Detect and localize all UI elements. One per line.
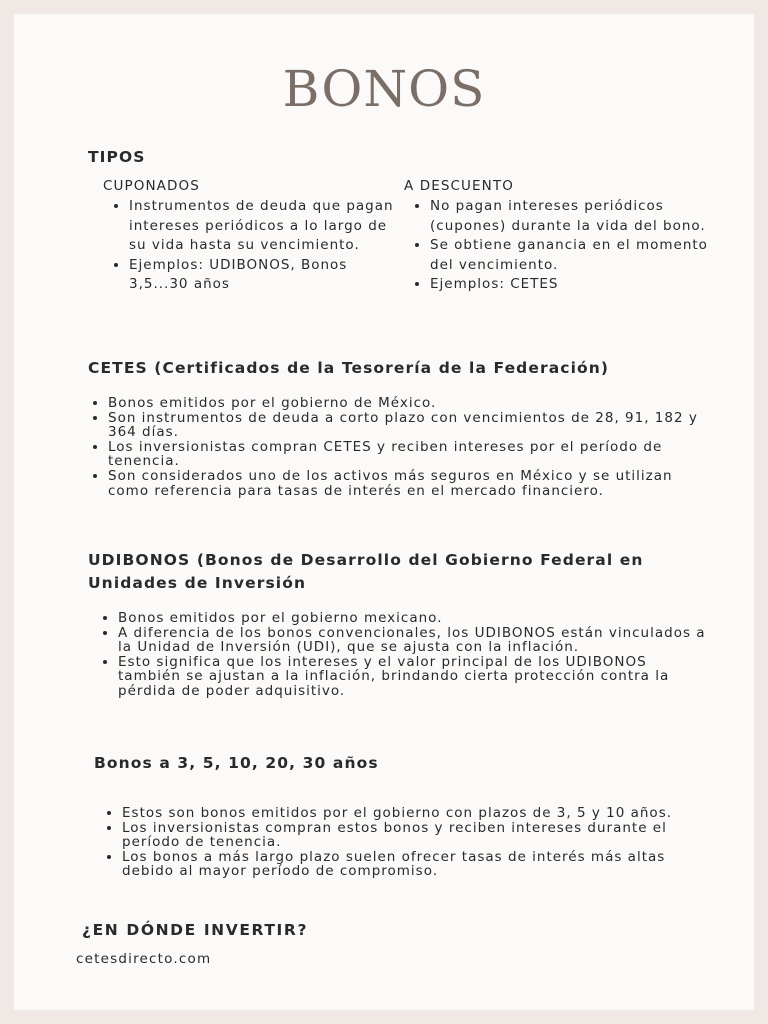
cetes-heading: CETES (Certificados de la Tesorería de la Federación): [88, 359, 610, 377]
list-item: • Ejemplos: UDIBONOS, Bonos 3,5...30 años: [129, 256, 394, 295]
list-item: • Los bonos a más largo plazo suelen ofrecer tasas de interés más altas debido al mayor período de compromiso.: [122, 850, 712, 879]
cetesdirecto-link[interactable]: cetesdirecto.com: [76, 951, 212, 967]
donde-invertir-heading: ¿EN DÓNDE INVERTIR?: [82, 921, 309, 939]
list-item: • Bonos emitidos por el gobierno de México.: [108, 396, 708, 411]
list-item: • Son instrumentos de deuda a corto plazo con vencimientos de 28, 91, 182 y 364 días.: [108, 411, 708, 440]
list-item: • A diferencia de los bonos convencionales, los UDIBONOS están vinculados a la Unidad de Inversión (UDI), que se ajusta con la inflación.: [118, 626, 708, 655]
list-item: • Instrumentos de deuda que pagan intereses periódicos a lo largo de su vida hasta su vencimiento.: [129, 197, 394, 256]
list-item: • Esto significa que los intereses y el valor principal de los UDIBONOS también se ajustan a la inflación, brindando cierta protección contra la pérdida de poder adquisitivo.: [118, 655, 708, 699]
list-item: • Estos son bonos emitidos por el gobierno con plazos de 3, 5 y 10 años.: [122, 806, 712, 821]
list-item: • Los inversionistas compran CETES y reciben intereses por el período de tenencia.: [108, 440, 708, 469]
cuponados-list: [109, 197, 394, 295]
document-page: [14, 14, 754, 1010]
bonos-plazo-list: [102, 806, 712, 879]
list-item: • Bonos emitidos por el gobierno mexicano.: [118, 611, 708, 626]
udibonos-heading: UDIBONOS (Bonos de Desarrollo del Gobierno Federal en Unidades de Inversión: [88, 551, 644, 592]
udibonos-list: [98, 611, 708, 699]
list-item: • Se obtiene ganancia en el momento del vencimiento.: [430, 236, 708, 275]
list-item: • Ejemplos: CETES: [430, 275, 708, 295]
list-item: • No pagan intereses periódicos (cupones) durante la vida del bono.: [430, 197, 708, 236]
list-item: • Los inversionistas compran estos bonos y reciben intereses durante el período de tenencia.: [122, 821, 712, 850]
tipos-heading: TIPOS: [88, 148, 146, 166]
bonos-plazo-heading: Bonos a 3, 5, 10, 20, 30 años: [94, 754, 379, 772]
cuponados-title: CUPONADOS: [103, 178, 200, 194]
list-item: • Son considerados uno de los activos más seguros en México y se utilizan como referencia para tasas de interés en el mercado financiero.: [108, 469, 708, 498]
cetes-list: [88, 396, 708, 498]
descuento-list: [410, 197, 708, 295]
page-title: BONOS: [282, 60, 486, 118]
descuento-title: A DESCUENTO: [404, 178, 514, 194]
